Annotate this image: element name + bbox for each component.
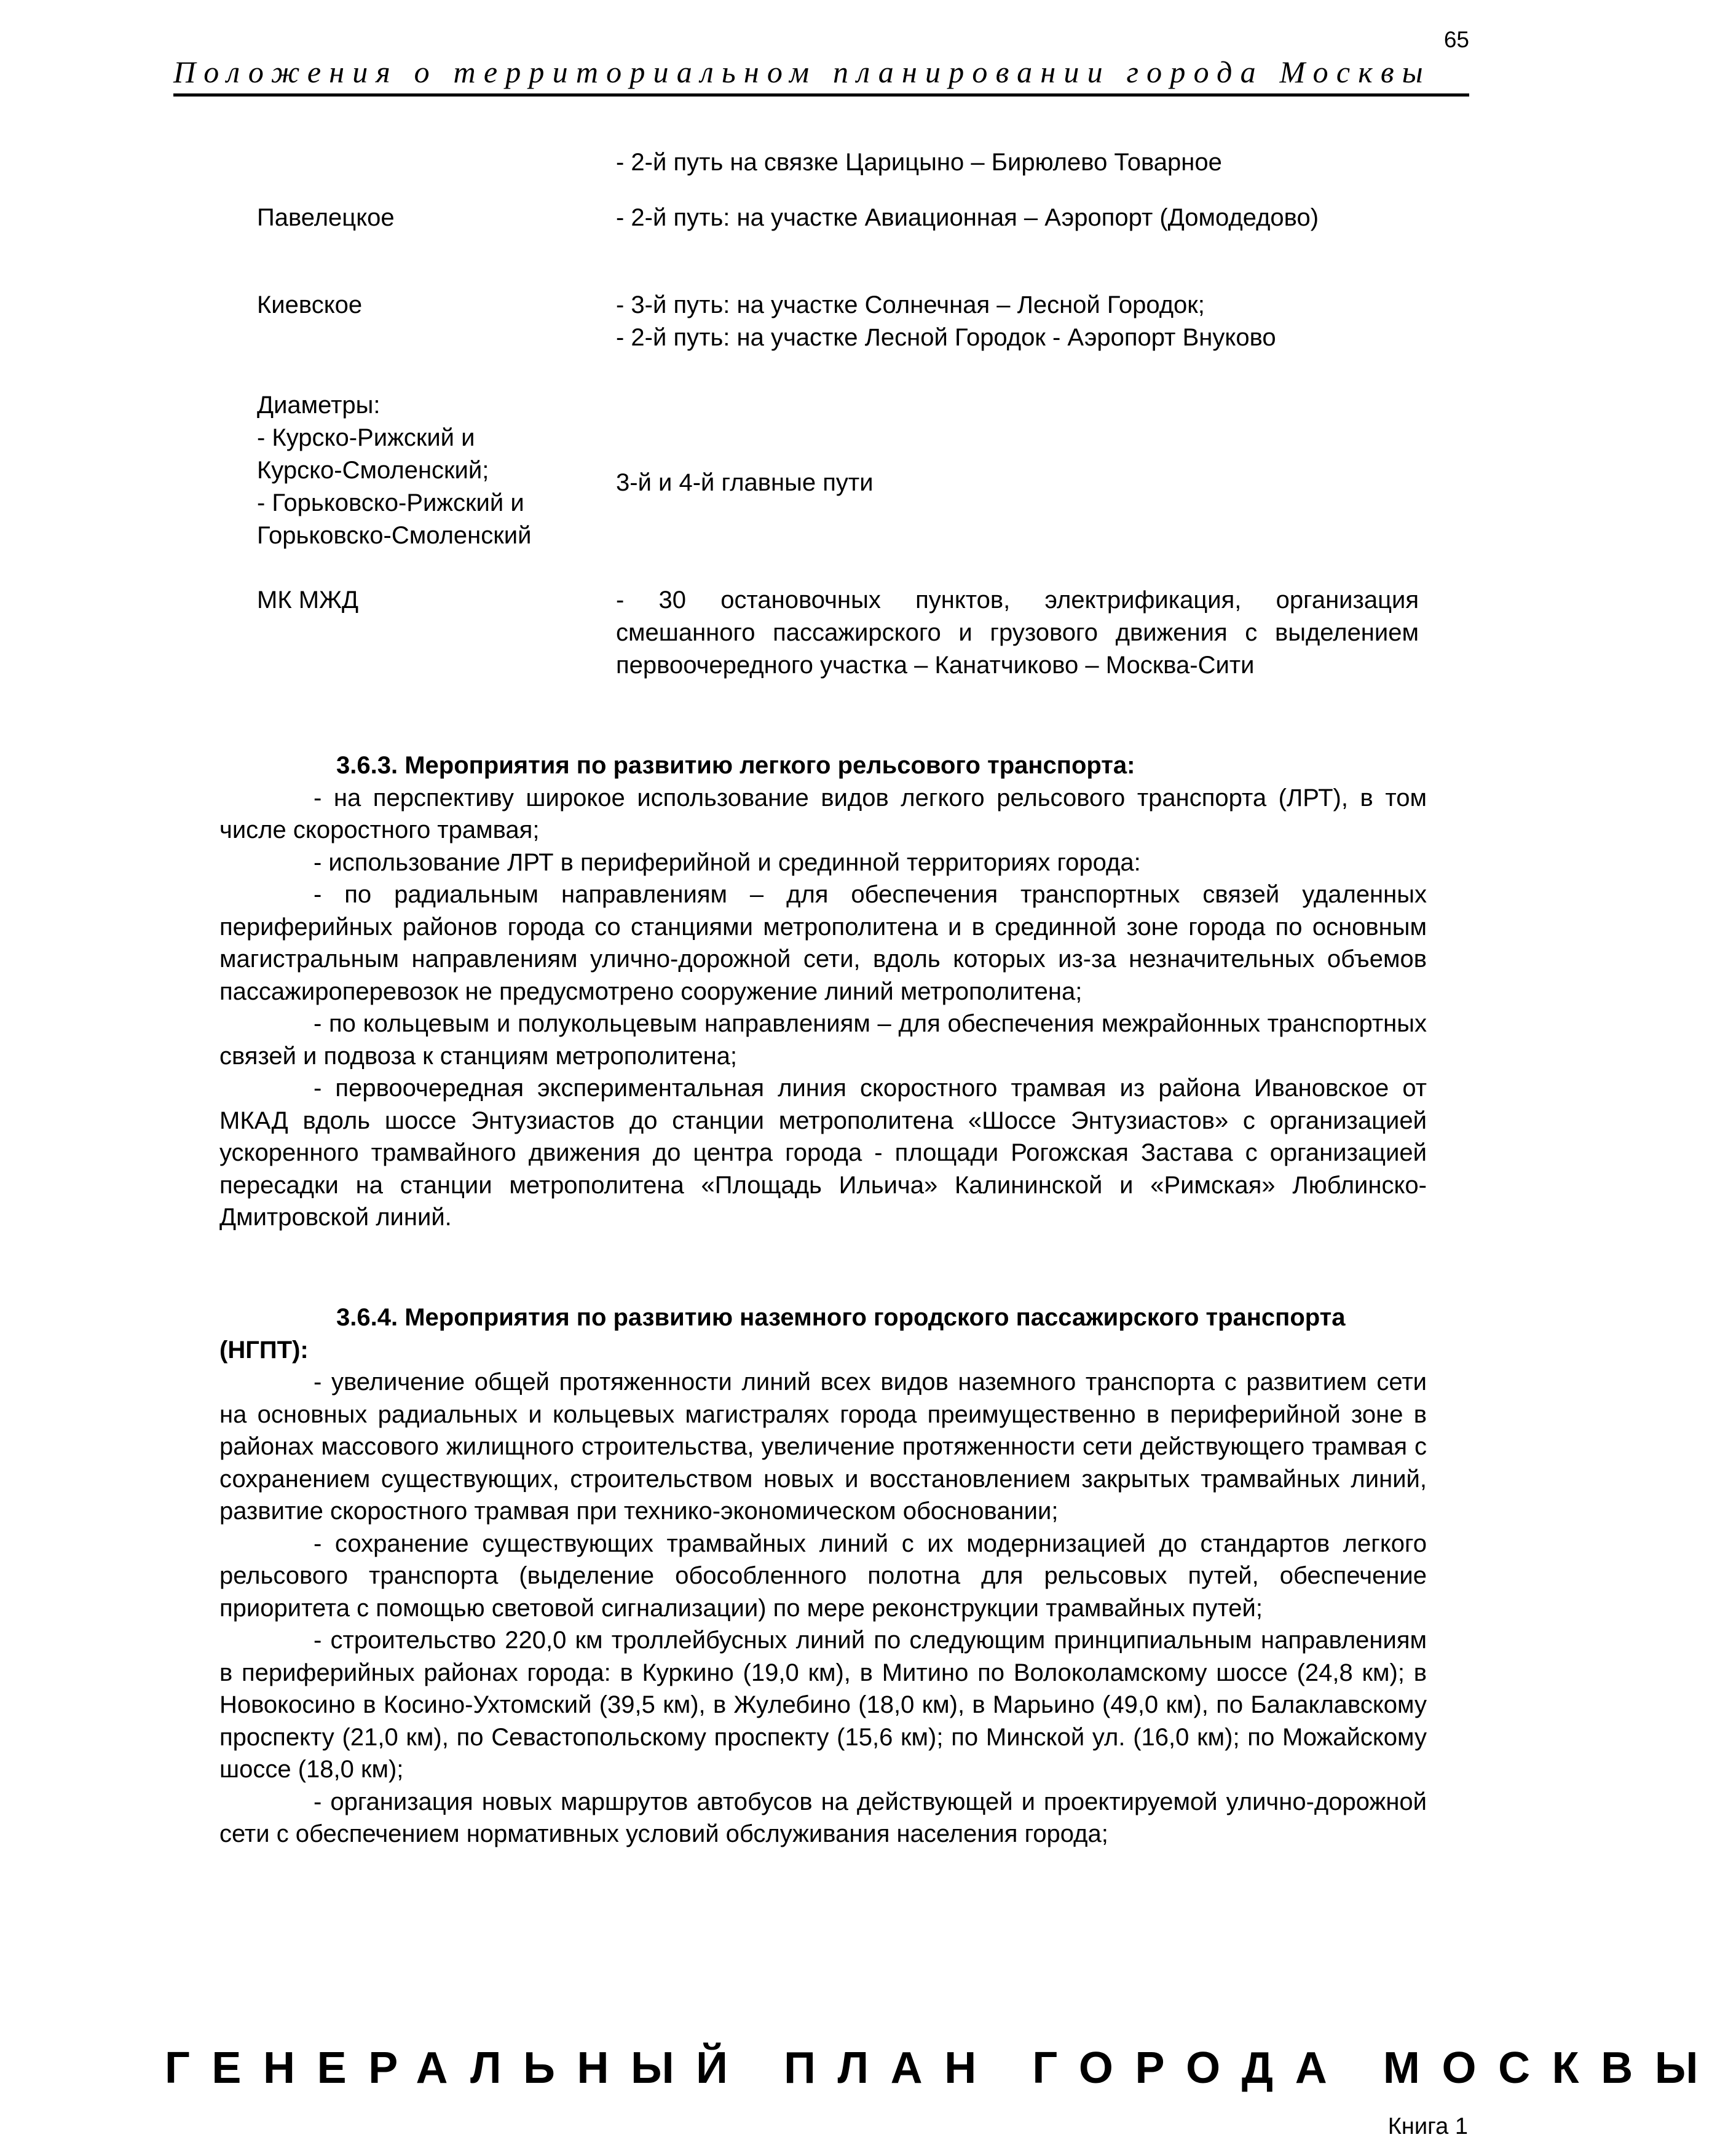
list-item: - строительство 220,0 км троллейбусных линий по следующим принципиальным направлениям в периферийных районах города: в Куркино (19,0 км), в Митино по Волоколамскому шоссе (24,8 км); в Новокосино в Косино-Ухтомский (39,5 км), в Жулебино (18,0 км), в Марьино (49,0 км), по Балаклавскому проспекту (21,0 км), по Севастопольскому проспекту (15,6 км); по Минской ул. (16,0 км); по Можайскому шоссе (18,0 км); (219, 1627, 1427, 1783)
list-item: - сохранение существующих трамвайных линий с их модернизацией до стандартов легкого рельсового транспорта (выделение обособленного полотна для рельсовых путей, обеспечение приоритета с помощью световой сигнализации) по мере реконструкции трамвайных путей; (219, 1530, 1427, 1622)
description-line: 3-й и 4-й главные пути (616, 469, 874, 496)
page-number: 65 (1443, 27, 1469, 52)
header-rule (173, 93, 1469, 97)
list-item: - организация новых маршрутов автобусов на действующей и проектируемой улично-дорожной сети с обеспечением нормативных условий обслуживания населения города; (219, 1788, 1427, 1847)
section-title: 3.6.3. Мероприятия по развитию легкого рельсового транспорта: (336, 752, 1135, 779)
description-line: - 2-й путь на связке Царицыно – Бирюлево Товарное (616, 149, 1222, 176)
railway-description (616, 584, 1419, 682)
section-title: 3.6.4. Мероприятия по развитию наземного городского пассажирского транспорта (НГПТ): (219, 1304, 1346, 1364)
list-item: - первоочередная экспериментальная линия скоростного трамвая из района Ивановское от МКАД вдоль шоссе Энтузиастов до станции метрополитена «Шоссе Энтузиастов» с организацией ускоренного трамвайного движения до центра города - площади Рогожская Застава с организацией пересадки на станции метрополитена «Площадь Ильича» Калининской и «Римская» Люблинско-Дмитровской линий. (219, 1075, 1427, 1231)
railway-name: МК МЖД (257, 586, 359, 614)
section-3-6-3 (219, 749, 1427, 1234)
railway-name: Диаметры: - Курско-Рижский и Курско-Смоленский; - Горьковско-Рижский и Горьковско-Смоленский (257, 392, 532, 549)
section-3-6-4 (219, 1301, 1427, 1850)
description-line: - 2-й путь: на участке Лесной Городок - Аэропорт Внуково (616, 324, 1276, 351)
description-line: - 2-й путь: на участке Авиационная – Аэропорт (Домодедово) (616, 204, 1319, 231)
railway-description (616, 146, 1419, 179)
description-line: - 30 остановочных пунктов, электрификация, организация смешанного пассажирского и грузового движения с выделением первоочередного участка – Канатчиково – Москва-Сити (616, 586, 1419, 679)
railway-description (616, 289, 1419, 354)
list-item: - использование ЛРТ в периферийной и срединной территориях города: (314, 848, 1141, 876)
railway-description (616, 202, 1419, 234)
running-header: Положения о территориальном планировании города Москвы (173, 55, 1431, 89)
book-label: Книга 1 (1387, 2114, 1468, 2139)
list-item: - по радиальным направлениям – для обеспечения транспортных связей удаленных периферийных районов города со станциями метрополитена и в срединной зоне города по основным магистральным направлениям улично-дорожной сети, вдоль которых из-за незначительных объемов пассажироперевозок не предусмотрено сооружение линий метрополитена; (219, 881, 1427, 1005)
railway-description (616, 467, 1419, 499)
description-line: - 3-й путь: на участке Солнечная – Лесной Городок; (616, 291, 1205, 318)
footer-title: ГЕНЕРАЛЬНЫЙ ПЛАН ГОРОДА МОСКВЫ (165, 2043, 1720, 2093)
railway-name: Киевское (257, 291, 363, 318)
list-item: - на перспективу широкое использование видов легкого рельсового транспорта (ЛРТ), в том числе скоростного трамвая; (219, 784, 1427, 843)
list-item: - увеличение общей протяженности линий всех видов наземного транспорта с развитием сети на основных радиальных и кольцевых магистралях города преимущественно в периферийной зоне в районах массового жилищного строительства, увеличение протяженности сети действующего трамвая с сохранением существующих, строительством новых и восстановлением закрытых трамвайных линий, развитие скоростного трамвая при технико-экономическом обосновании; (219, 1368, 1427, 1525)
railway-name: Павелецкое (257, 204, 395, 231)
list-item: - по кольцевым и полукольцевым направлениям – для обеспечения межрайонных транспортных связей и подвоза к станциям метрополитена; (219, 1010, 1427, 1070)
